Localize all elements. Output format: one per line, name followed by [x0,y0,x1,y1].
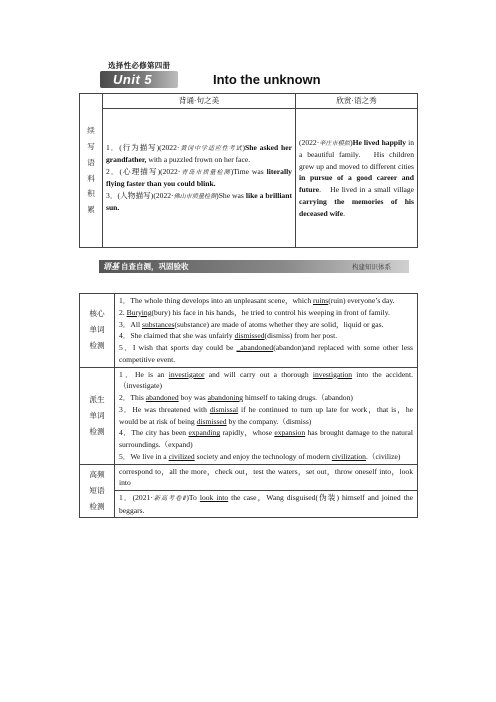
accumulation-side-label: 续写语料积累 [80,94,103,248]
accumulation-table [79,93,418,248]
derived-words-content [115,367,418,464]
phrases-list: correspond to，all the more，check out，test the waters，set out，throw oneself into，look into [115,464,418,491]
unit-title: Into the unknown [213,72,321,87]
phrases-item-1: 1．(2021·新高考卷Ⅱ)To look into the case，Wang disguised(伪装) himself and joined the beggars. [115,491,418,518]
recite-header: 背诵·句之美 [103,94,296,109]
core-item-2: 2. Burying(bury) his face in his hands，he tried to control his weeping in front of family. [119,307,390,317]
sentence-2: 2．(心理描写)(2022·青岛市质量检测)Time was literally flying faster than you could blink. [106,166,292,189]
sentence-3: 3．(人物描写)(2022·佛山市质量检测)She was like a brilliant sun. [106,191,292,213]
unit-label: Unit 5 [113,72,153,87]
derived-item-5: 5．We live in a civilized society and enjoy the technology of modern civilization.（civilize) [119,451,401,461]
banner-title: 自查自测，巩固验收 [121,262,189,271]
book-tag: 选择性必修第四册 [108,61,171,70]
core-item-4: 4．She claimed that she was unfairly dismissed(dismiss) from her post. [119,331,338,341]
core-words-content [115,294,418,368]
appreciate-header: 欣赏·语之秀 [296,94,418,109]
derived-item-2: 2．This abandoned boy was abandoning himself to taking drugs.（abandon) [119,393,353,403]
derived-item-3: 3．He was threatened with dismissal if he continued to turn up late for work，that is，he would be at risk of being dismissed by the company.（dismiss) [119,404,413,426]
banner-right-text: 构建知识体系 [352,264,391,271]
core-item-1: 1．The whole thing develops into an unpleasant scene，which ruins(ruin) everyone’s day. [119,296,395,305]
core-item-5: 5．I wish that sports day could be _abandoned(abandon)and replaced with some other less competitive event. [119,343,413,364]
core-item-3: 3．All substances(substance) are made of atoms whether they are solid，liquid or gas. [119,319,384,329]
phrases-label: 高频短语检测 [80,464,115,518]
appreciate-passage: (2022·辛庄市模拟)He lived happily in a beautiful family. His children grew up and moved to different cities in pursue of a good career and future. He lived in a small village carrying the memories of his deceased wife. [296,109,418,248]
check-table [79,293,418,518]
derived-words-label: 派生单词检测 [80,367,115,464]
core-words-label: 核心单词检测 [80,294,115,368]
banner-label: 语基 [103,262,119,271]
recite-sentences [103,109,296,248]
derived-item-1: 1．He is an investigator and will carry out a thorough investigation into the accident.（investigate) [119,369,413,391]
derived-item-4: 4．The city has been expanding rapidly，whose expansion has brought damage to the natural surroundings.（expand) [119,428,413,450]
sentence-1: 1．(行为描写)(2022·黄冈中学适应性考试)She asked her grandfather, with a puzzled frown on her face. [106,142,292,165]
